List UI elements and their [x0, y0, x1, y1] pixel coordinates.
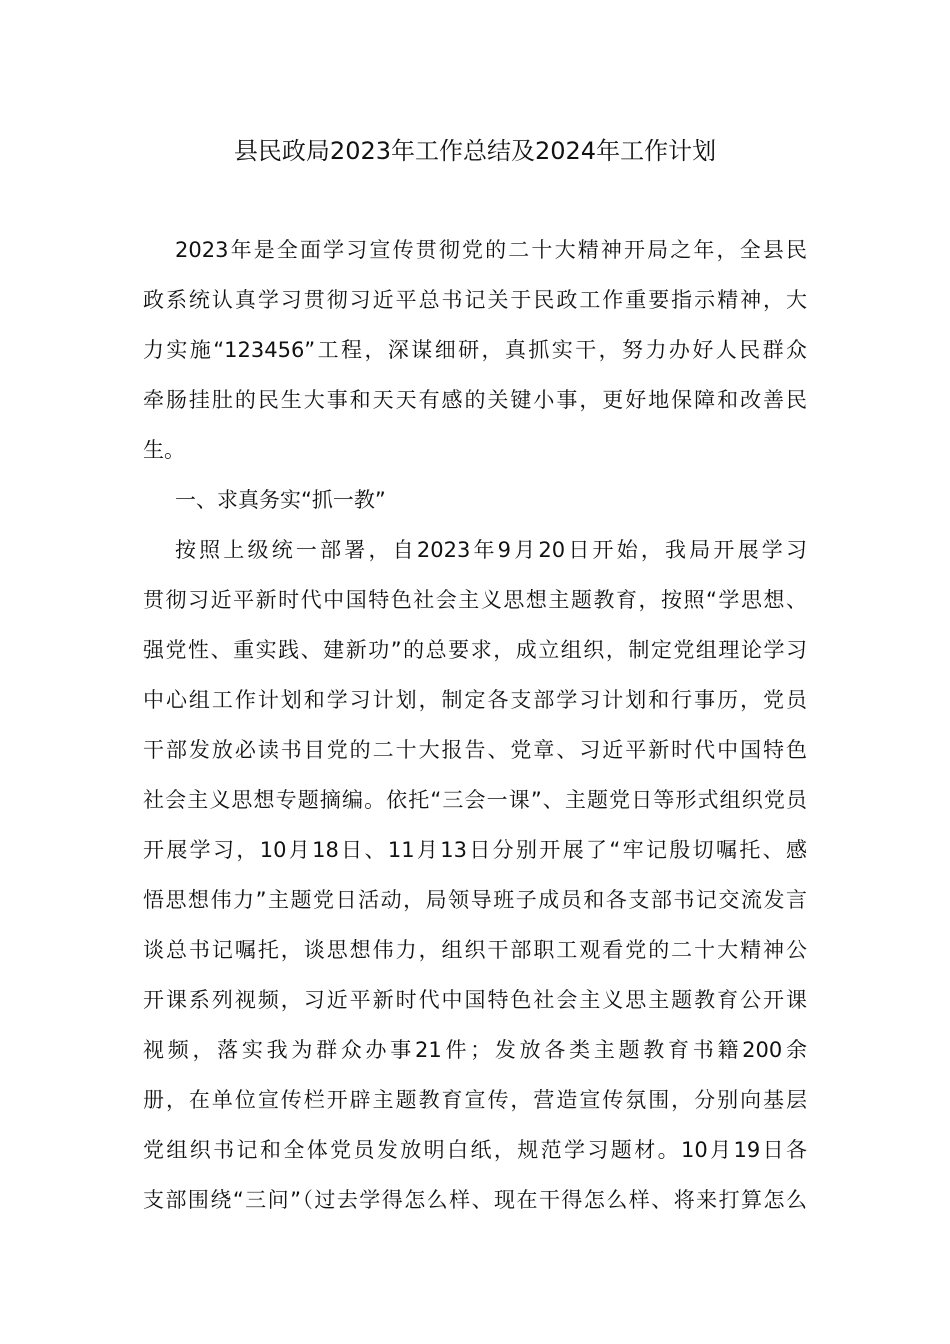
text-line: 谈总书记嘱托，谈思想伟力，组织干部职工观看党的二十大精神公	[143, 938, 807, 962]
text-line: 牵肠挂肚的民生大事和天天有感的关键小事，更好地保障和改善民	[143, 388, 807, 412]
text-line: 政系统认真学习贯彻习近平总书记关于民政工作重要指示精神，大	[143, 288, 807, 312]
text-line: 2023年是全面学习宣传贯彻党的二十大精神开局之年，全县民	[175, 238, 807, 262]
text-line: 强党性、重实践、建新功”的总要求，成立组织，制定党组理论学习	[143, 638, 807, 662]
text-line: 社会主义思想专题摘编。依托“三会一课”、主题党日等形式组织党员	[143, 788, 807, 812]
text-line: 党组织书记和全体党员发放明白纸，规范学习题材。10月19日各	[143, 1138, 807, 1162]
text-line: 开课系列视频，习近平新时代中国特色社会主义思主题教育公开课	[143, 988, 807, 1012]
text-line: 中心组工作计划和学习计划，制定各支部学习计划和行事历，党员	[143, 688, 807, 712]
text-line: 干部发放必读书目党的二十大报告、党章、习近平新时代中国特色	[143, 738, 807, 762]
text-line: 生。	[143, 438, 185, 462]
text-line: 力实施“123456”工程，深谋细研，真抓实干，努力办好人民群众	[143, 338, 807, 362]
text-line: 贯彻习近平新时代中国特色社会主义思想主题教育，按照“学思想、	[143, 588, 807, 612]
text-line: 册，在单位宣传栏开辟主题教育宣传，营造宣传氛围，分别向基层	[143, 1088, 807, 1112]
text-line: 开展学习，10月18日、11月13日分别开展了“牢记殷切嘱托、感	[143, 838, 807, 862]
text-line: 悟思想伟力”主题党日活动，局领导班子成员和各支部书记交流发言	[143, 888, 807, 912]
text-line: 一、求真务实“抓一教”	[175, 488, 386, 512]
text-line: 按照上级统一部署，自2023年9月20日开始，我局开展学习	[175, 538, 807, 562]
document-body	[143, 225, 807, 1225]
text-line: 视频，落实我为群众办事21件；发放各类主题教育书籍200余	[143, 1038, 807, 1062]
text-line: 支部围绕“三问”（过去学得怎么样、现在干得怎么样、将来打算怎么	[143, 1188, 807, 1212]
document-title: 县民政局2023年工作总结及2024年工作计划	[233, 137, 717, 165]
